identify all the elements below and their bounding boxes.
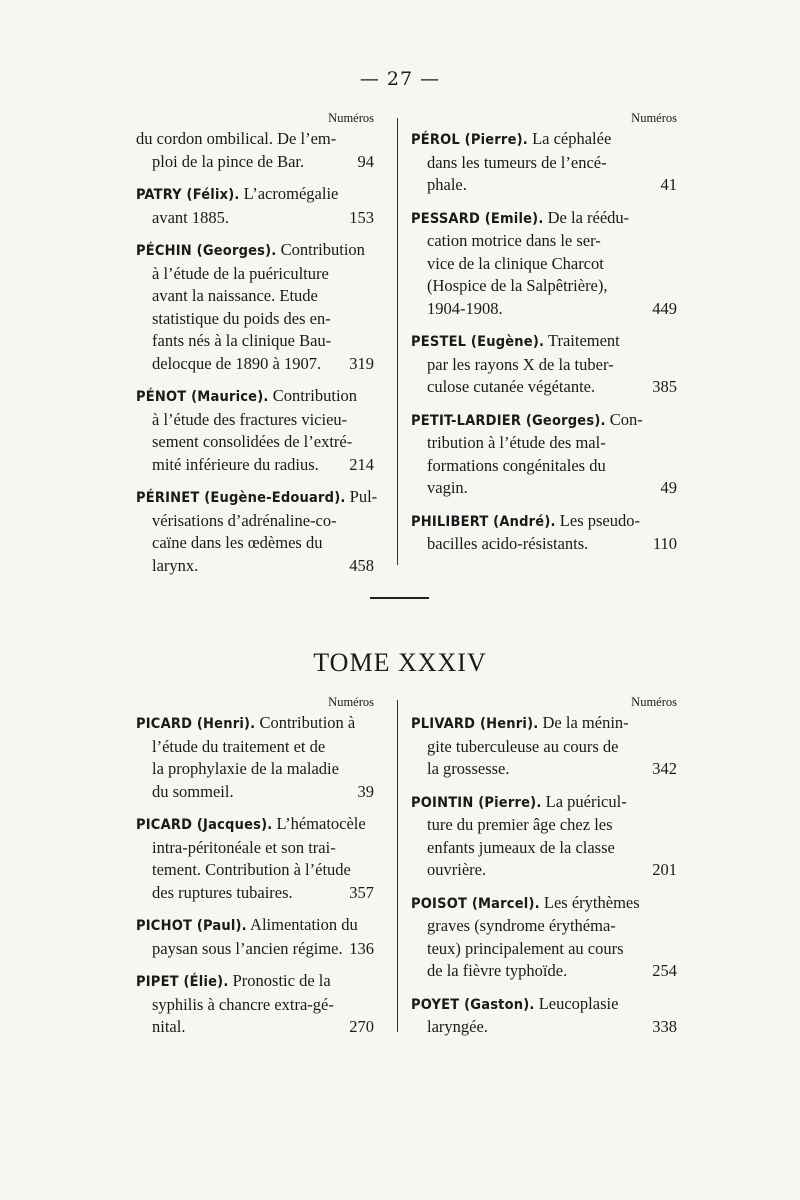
entry-line (136, 736, 374, 759)
page-number: — 27 — (359, 68, 441, 90)
entry-line (411, 859, 677, 882)
entry-text: caïne dans les œdèmes du (152, 533, 323, 552)
entry-text: Alimentation du (250, 915, 358, 934)
entry-text: nital. (152, 1017, 186, 1036)
entry-text: l’étude du traitement et de (152, 736, 326, 756)
entry-text: paysan sous l’ancien régime. (152, 938, 343, 958)
author-name: PATRY (Félix). (136, 187, 240, 203)
entry-text: teux) principalement au cours (427, 938, 624, 958)
index-entry (136, 239, 374, 375)
entry-line (136, 555, 374, 578)
index-entry (136, 128, 374, 173)
tome-title: TOME XXXIV (313, 648, 487, 677)
index-entry (136, 914, 374, 960)
entry-line (136, 781, 374, 804)
entry-text: tribution à l’étude des mal- (427, 433, 606, 452)
entry-line (411, 253, 677, 276)
index-entry (136, 486, 378, 577)
entry-text: la prophylaxie de la maladie (152, 759, 339, 778)
entry-line (411, 376, 677, 399)
author-name: PÉNOT (Maurice). (136, 389, 269, 405)
author-name: PICARD (Jacques). (136, 817, 273, 833)
author-name: POINTIN (Pierre). (411, 794, 542, 811)
entry-text: avant la naissance. Etude (152, 286, 318, 305)
entry-line (411, 152, 677, 175)
page-reference: 214 (349, 454, 374, 474)
entry-text: sement consolidées de l’extré- (152, 432, 353, 451)
page-reference: 94 (357, 151, 374, 171)
page-reference: 319 (349, 353, 374, 373)
entry-text: culose cutanée végétante. (427, 377, 596, 396)
page-reference: 338 (652, 1017, 677, 1036)
entry-line (136, 914, 374, 938)
index-entry (411, 330, 677, 399)
index-entry (411, 128, 677, 197)
author-name: PICHOT (Paul). (136, 918, 247, 934)
entry-text: delocque de 1890 à 1907. (152, 353, 322, 373)
entry-line (411, 275, 677, 298)
entry-text: enfants jumeaux de la classe (427, 837, 615, 857)
entry-line (136, 510, 374, 533)
column-header: Numéros (328, 695, 374, 709)
entry-text: (Hospice de la Salpêtrière), (427, 276, 608, 295)
entry-text: gite tuberculeuse au cours de (427, 736, 619, 756)
entry-text: ploi de la pince de Bar. (152, 151, 305, 171)
entry-line (411, 330, 677, 354)
index-entry (411, 993, 677, 1039)
entry-line (136, 239, 374, 263)
entry-line (136, 454, 374, 477)
entry-text: Pul- (349, 487, 378, 506)
author-name: POISOT (Marcel). (411, 895, 540, 912)
page-reference: 270 (349, 1017, 374, 1036)
entry-text: à l’étude des fractures vicieu- (152, 409, 348, 429)
entry-text: Traitement (547, 331, 620, 350)
entry-line (411, 207, 677, 231)
column-header: Numéros (328, 111, 374, 125)
entry-line (136, 151, 374, 174)
entry-line (136, 882, 374, 905)
entry-text: laryngée. (427, 1017, 488, 1036)
entry-line (411, 960, 677, 983)
entry-text: la grossesse. (427, 759, 510, 778)
entry-line (411, 510, 677, 534)
index-entry (411, 791, 677, 882)
page-reference: 357 (349, 882, 374, 902)
entry-text: statistique du poids des en- (152, 308, 331, 328)
page-reference: 136 (349, 938, 374, 958)
entry-line (411, 938, 677, 961)
column-divider (397, 118, 398, 565)
entry-text: Pronostic de la (232, 971, 331, 990)
entry-text: dans les tumeurs de l’encé- (427, 152, 607, 172)
entry-text: vagin. (427, 478, 468, 497)
entry-line (136, 813, 374, 837)
entry-text: formations congénitales du (427, 455, 606, 475)
entry-line (411, 758, 677, 781)
index-entry (411, 892, 677, 983)
entry-text: 1904-1908. (427, 298, 503, 318)
entry-line (411, 174, 677, 197)
entry-text: La céphalée (532, 129, 612, 148)
entry-line (411, 712, 677, 736)
entry-text: ture du premier âge chez les (427, 815, 613, 834)
entry-line (136, 128, 374, 151)
entry-text: graves (syndrome érythéma- (427, 916, 616, 935)
entry-line (136, 1016, 374, 1039)
author-name: PESTEL (Eugène). (411, 334, 545, 350)
author-name: PETIT-LARDIER (Georges). (411, 412, 606, 429)
index-entry (411, 712, 677, 781)
entry-text: intra-péritonéale et son trai- (152, 837, 336, 857)
column-left (136, 110, 378, 587)
page-reference: 49 (660, 478, 677, 497)
entry-text: bacilles acido-résistants. (427, 534, 589, 553)
entry-line (136, 486, 378, 510)
index-entry (411, 207, 677, 321)
entry-line (411, 477, 677, 500)
entry-line (136, 409, 374, 432)
entry-text: de la fièvre typhoïde. (427, 961, 568, 980)
entry-line (136, 285, 374, 308)
entry-text: vice de la clinique Charcot (427, 253, 604, 273)
entry-line (136, 859, 374, 882)
entry-line (411, 354, 677, 377)
entry-line (411, 915, 677, 938)
author-name: PIPET (Élie). (136, 974, 229, 990)
entry-line (136, 712, 374, 736)
author-name: POYET (Gaston). (411, 996, 535, 1013)
column-header: Numéros (631, 111, 677, 125)
entry-text: des ruptures tubaires. (152, 882, 293, 902)
column-header: Numéros (631, 695, 677, 709)
entry-text: La puéricul- (545, 791, 627, 811)
section-rule (370, 597, 429, 599)
entry-line (411, 298, 677, 321)
entry-text: à l’étude de la puériculture (152, 263, 329, 283)
entry-text: Leucoplasie (538, 993, 619, 1013)
author-name: PESSARD (Emile). (411, 210, 544, 227)
entry-text: phale. (427, 175, 467, 194)
index-entry (136, 970, 374, 1039)
page-reference: 254 (652, 961, 677, 980)
page-reference: 201 (652, 860, 677, 879)
page-reference: 153 (349, 207, 374, 227)
entry-line (411, 230, 677, 253)
entry-text: vérisations d’adrénaline-co- (152, 510, 337, 530)
column-right (411, 110, 677, 566)
entry-text: fants nés à la clinique Bau- (152, 331, 332, 350)
entry-line (411, 128, 677, 152)
entry-text: L’acromégalie (243, 184, 339, 203)
entry-text: Con- (609, 409, 643, 429)
entry-text: Contribution (280, 240, 365, 259)
page-reference: 449 (652, 298, 677, 318)
entry-line (136, 207, 374, 230)
entry-line (136, 385, 374, 409)
page-reference: 385 (652, 377, 677, 396)
entry-line (411, 791, 677, 815)
entry-text: par les rayons X de la tuber- (427, 354, 614, 374)
entry-text: syphilis à chancre extra-gé- (152, 994, 334, 1014)
entry-line (136, 330, 374, 353)
entry-text: Les pseudo- (559, 510, 640, 530)
entry-text: De la réédu- (547, 207, 630, 227)
entry-line (411, 736, 677, 759)
entry-line (136, 938, 374, 961)
author-name: PLIVARD (Henri). (411, 716, 539, 732)
entry-text: Contribution à (259, 713, 356, 732)
author-name: PICARD (Henri). (136, 716, 256, 732)
entry-text: avant 1885. (152, 207, 229, 227)
column-right (411, 694, 677, 1049)
entry-line (136, 970, 374, 994)
index-entry (411, 409, 677, 500)
entry-text: du cordon ombilical. De l’em- (136, 129, 337, 148)
entry-line (136, 431, 374, 454)
entry-line (136, 308, 374, 331)
entry-line (411, 837, 677, 860)
author-name: PÉRINET (Eugène-Edouard). (136, 490, 346, 506)
entry-line (136, 353, 374, 376)
entry-line (411, 432, 677, 455)
entry-text: Les érythèmes (543, 892, 640, 912)
entry-text: L’hématocèle (276, 814, 366, 833)
page-reference: 41 (660, 175, 677, 194)
entry-text: Contribution (272, 386, 358, 405)
index-entry (136, 813, 374, 904)
column-divider (397, 700, 398, 1032)
index-entry (411, 510, 677, 556)
entry-line (411, 533, 677, 556)
entry-text: De la ménin- (542, 713, 629, 732)
page-reference: 110 (652, 534, 677, 553)
entry-line (411, 455, 677, 478)
entry-line (136, 263, 374, 286)
entry-text: ouvrière. (427, 860, 487, 879)
entry-line (411, 814, 677, 837)
entry-text: cation motrice dans le ser- (427, 231, 601, 250)
entry-line (411, 892, 677, 916)
column-left (136, 694, 374, 1049)
entry-text: larynx. (152, 555, 199, 575)
entry-line (411, 1016, 677, 1039)
entry-text: tement. Contribution à l’étude (152, 860, 351, 879)
author-name: PHILIBERT (André). (411, 513, 556, 530)
author-name: PÉCHIN (Georges). (136, 243, 277, 259)
page-reference: 39 (357, 781, 374, 801)
page-reference: 342 (652, 759, 677, 778)
page-reference: 458 (349, 555, 374, 575)
index-entry (136, 712, 374, 803)
entry-text: du sommeil. (152, 781, 234, 801)
index-entry (136, 385, 374, 476)
entry-line (136, 994, 374, 1017)
index-entry (136, 183, 374, 229)
entry-line (411, 409, 677, 433)
author-name: PÉROL (Pierre). (411, 132, 528, 148)
entry-line (136, 837, 374, 860)
entry-line (136, 758, 374, 781)
entry-line (136, 532, 374, 555)
entry-line (136, 183, 374, 207)
entry-line (411, 993, 677, 1017)
entry-text: mité inférieure du radius. (152, 454, 319, 474)
